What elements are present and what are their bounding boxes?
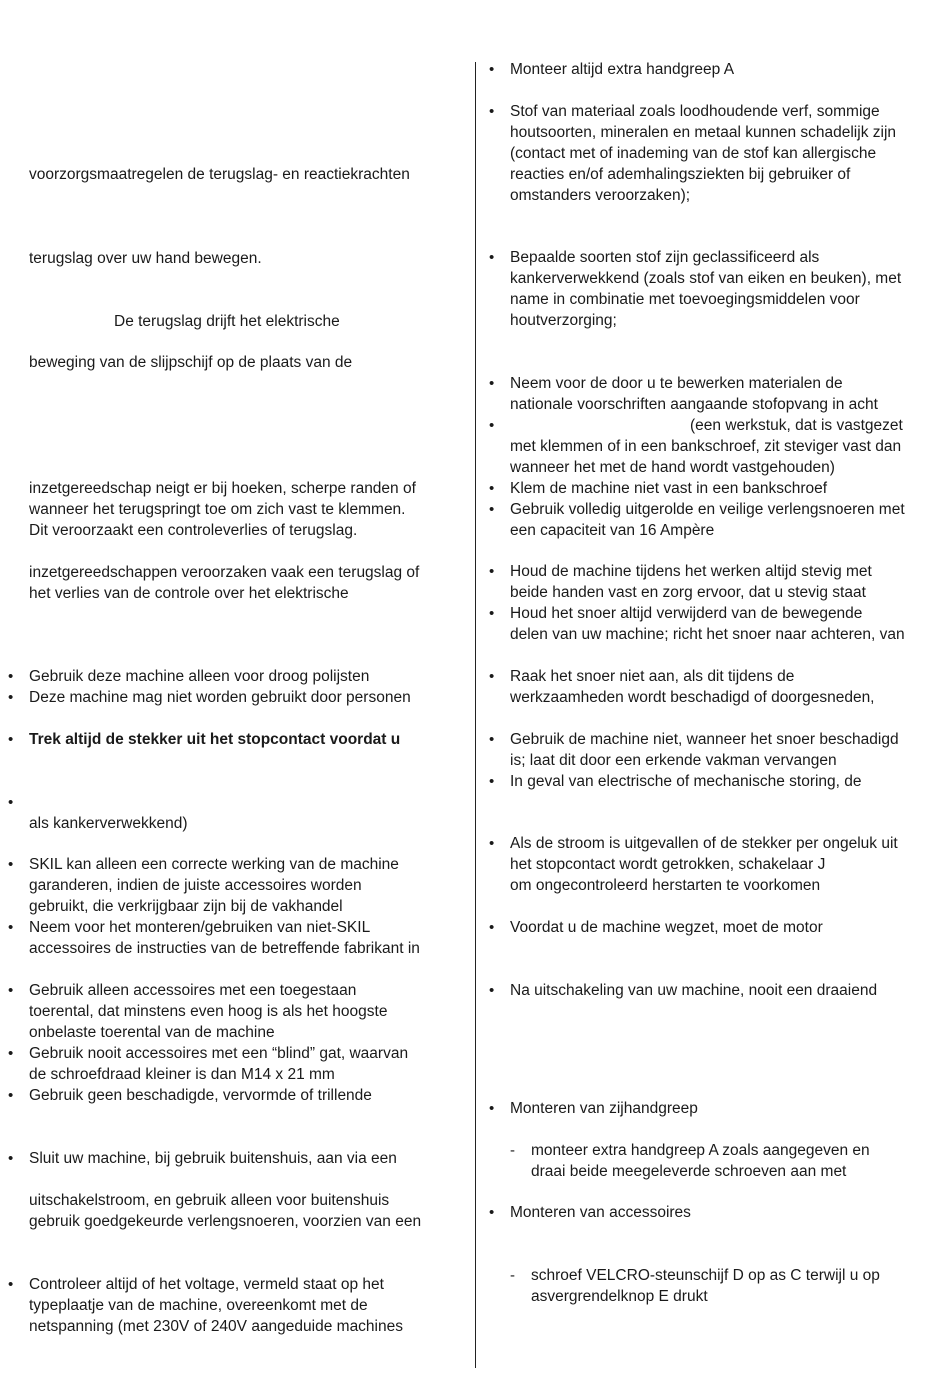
left-list-item-bold: Trek altijd de stekker uit het stopcontact voordat u [29, 731, 401, 748]
left-text-line: garanderen, indien de juiste accessoires worden [29, 877, 362, 894]
right-list-item: Houd het snoer altijd verwijderd van de bewegende [510, 605, 863, 622]
bullet-marker: • [489, 982, 495, 999]
bullet-marker: • [489, 919, 495, 936]
right-text-line: delen van uw machine; richt het snoer naar achteren, van [510, 626, 905, 643]
left-text-line: de schroefdraad kleiner is dan M14 x 21 mm [29, 1066, 335, 1083]
bullet-marker: • [489, 417, 495, 434]
right-list-item: Gebruik volledig uitgerolde en veilige verlengsnoeren met [510, 501, 905, 518]
bullet-marker: • [8, 794, 14, 811]
right-list-item: Gebruik de machine niet, wanneer het snoer beschadigd [510, 731, 899, 748]
right-list-item: Raak het snoer niet aan, als dit tijdens de [510, 668, 795, 685]
bullet-marker: • [489, 605, 495, 622]
bullet-marker: • [8, 919, 14, 936]
right-text-line: wanneer het met de hand wordt vastgehouden) [510, 459, 835, 476]
right-list-item: Klem de machine niet vast in een bankschroef [510, 480, 828, 497]
right-text-line: (contact met of inademing van de stof kan allergische [510, 145, 877, 162]
bullet-marker: • [489, 1204, 495, 1221]
right-sub-item: schroef VELCRO-steunschijf D op as C terwijl u op [531, 1267, 880, 1284]
left-text-line: inzetgereedschappen veroorzaken vaak een terugslag of [29, 564, 420, 581]
right-text-line: kankerverwekkend (zoals stof van eiken en beuken), met [510, 270, 902, 287]
right-text-line: is; laat dit door een erkende vakman vervangen [510, 752, 837, 769]
right-text-line: werkzaamheden wordt beschadigd of doorgesneden, [510, 689, 875, 706]
bullet-marker: • [8, 1045, 14, 1062]
left-text-line: uitschakelstroom, en gebruik alleen voor buitenshuis [29, 1192, 390, 1209]
right-list-item: Na uitschakeling van uw machine, nooit een draaiend [510, 982, 878, 999]
left-list-item: Deze machine mag niet worden gebruikt door personen [29, 689, 411, 706]
left-list-item: Neem voor het monteren/gebruiken van niet-SKIL [29, 919, 371, 936]
right-text-line: beide handen vast en zorg ervoor, dat u stevig staat [510, 584, 866, 601]
dash-marker: - [510, 1142, 515, 1159]
bullet-marker: • [489, 61, 495, 78]
left-text-line: De terugslag drijft het elektrische [114, 313, 340, 330]
bullet-marker: • [8, 731, 14, 748]
left-list-item: Sluit uw machine, bij gebruik buitenshuis, aan via een [29, 1150, 397, 1167]
right-text-line: draai beide meegeleverde schroeven aan met [531, 1163, 847, 1180]
left-text-line: terugslag over uw hand bewegen. [29, 250, 262, 267]
right-text-line: reacties en/of ademhalingsziekten bij gebruiker of [510, 166, 851, 183]
right-text-line: een capaciteit van 16 Ampère [510, 522, 715, 539]
right-text-line: asvergrendelknop E drukt [531, 1288, 708, 1305]
bullet-marker: • [8, 1276, 14, 1293]
right-text-line: name in combinatie met toevoegingsmiddelen voor [510, 291, 860, 308]
bullet-marker: • [489, 501, 495, 518]
right-list-item: (een werkstuk, dat is vastgezet [690, 417, 903, 434]
bullet-marker: • [8, 856, 14, 873]
column-divider [475, 62, 476, 1368]
left-text-line: netspanning (met 230V of 240V aangeduide machines [29, 1318, 403, 1335]
left-list-item: Gebruik geen beschadigde, vervormde of trillende [29, 1087, 372, 1104]
bullet-marker: • [8, 689, 14, 706]
right-text-line: houtverzorging; [510, 312, 617, 329]
bullet-marker: • [489, 773, 495, 790]
right-list-item: Monteer altijd extra handgreep A [510, 61, 735, 78]
right-list-item: Bepaalde soorten stof zijn geclassificeerd als [510, 249, 820, 266]
left-list-item: SKIL kan alleen een correcte werking van de machine [29, 856, 399, 873]
left-text-line: toerental, dat minstens even hoog is als het hoogste [29, 1003, 388, 1020]
left-text-line: gebruikt, die verkrijgbaar zijn bij de vakhandel [29, 898, 343, 915]
right-list-item: Monteren van zijhandgreep [510, 1100, 698, 1117]
bullet-marker: • [489, 668, 495, 685]
bullet-marker: • [489, 375, 495, 392]
bullet-marker: • [489, 480, 495, 497]
bullet-marker: • [489, 835, 495, 852]
bullet-marker: • [8, 668, 14, 685]
bullet-marker: • [489, 563, 495, 580]
left-list-item: Gebruik nooit accessoires met een “blind” gat, waarvan [29, 1045, 409, 1062]
left-text-line: typeplaatje van de machine, overeenkomt met de [29, 1297, 368, 1314]
right-list-item: Als de stroom is uitgevallen of de stekker per ongeluk uit [510, 835, 898, 852]
right-text-line: met klemmen of in een bankschroef, zit steviger vast dan [510, 438, 902, 455]
bullet-marker: • [8, 1150, 14, 1167]
right-list-item: Voordat u de machine wegzet, moet de motor [510, 919, 823, 936]
right-text-line: nationale voorschriften aangaande stofopvang in acht [510, 396, 878, 413]
bullet-marker: • [8, 982, 14, 999]
right-text-line: omstanders veroorzaken); [510, 187, 691, 204]
right-sub-item: monteer extra handgreep A zoals aangegeven en [531, 1142, 870, 1159]
left-text-line: gebruik goedgekeurde verlengsnoeren, voorzien van een [29, 1213, 422, 1230]
left-text-line: wanneer het terugspringt toe om zich vast te klemmen. [29, 501, 406, 518]
right-list-item: Neem voor de door u te bewerken materialen de [510, 375, 843, 392]
bullet-marker: • [489, 1100, 495, 1117]
bullet-marker: • [489, 103, 495, 120]
left-text-line: als kankerverwekkend) [29, 815, 188, 832]
left-text-line: het verlies van de controle over het elektrische [29, 585, 349, 602]
right-list-item: In geval van electrische of mechanische storing, de [510, 773, 862, 790]
left-text-line: inzetgereedschap neigt er bij hoeken, scherpe randen of [29, 480, 416, 497]
bullet-marker: • [489, 249, 495, 266]
left-list-item: Controleer altijd of het voltage, vermeld staat op het [29, 1276, 384, 1293]
left-text-line: accessoires de instructies van de betreffende fabrikant in [29, 940, 420, 957]
right-text-line: om ongecontroleerd herstarten te voorkomen [510, 877, 821, 894]
right-list-item: Stof van materiaal zoals loodhoudende verf, sommige [510, 103, 880, 120]
right-text-line: het stopcontact wordt getrokken, schakelaar J [510, 856, 826, 873]
bullet-marker: • [489, 731, 495, 748]
bullet-marker: • [8, 1087, 14, 1104]
left-list-item: Gebruik deze machine alleen voor droog polijsten [29, 668, 370, 685]
right-list-item: Monteren van accessoires [510, 1204, 691, 1221]
left-text-line: voorzorgsmaatregelen de terugslag- en reactiekrachten [29, 166, 410, 183]
left-text-line: Dit veroorzaakt een controleverlies of terugslag. [29, 522, 358, 539]
left-list-item: Gebruik alleen accessoires met een toegestaan [29, 982, 357, 999]
left-text-line: onbelaste toerental van de machine [29, 1024, 275, 1041]
dash-marker: - [510, 1267, 515, 1284]
right-list-item: Houd de machine tijdens het werken altijd stevig met [510, 563, 872, 580]
left-text-line: beweging van de slijpschijf op de plaats van de [29, 354, 353, 371]
right-text-line: houtsoorten, mineralen en metaal kunnen schadelijk zijn [510, 124, 897, 141]
